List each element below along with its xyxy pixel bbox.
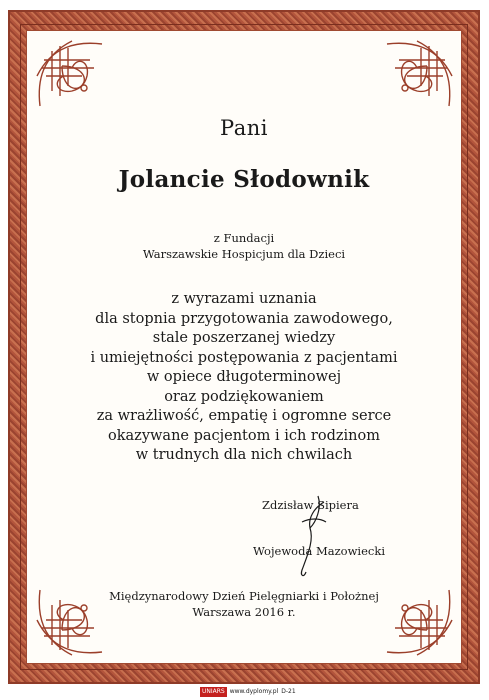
printer-site: www.dyplomy.pl bbox=[229, 688, 279, 695]
occasion-block bbox=[26, 588, 462, 620]
occasion-line: Warszawa 2016 r. bbox=[192, 605, 296, 619]
foundation-line: Warszawskie Hospicjum dla Dzieci bbox=[142, 247, 346, 261]
printer-stamp bbox=[200, 687, 296, 697]
dedication-line: okazywane pacjentom i ich rodzinom bbox=[108, 427, 380, 444]
printer-code: D-21 bbox=[281, 688, 296, 695]
dedication-text bbox=[26, 290, 462, 466]
dedication-line: z wyrazami uznania bbox=[171, 291, 317, 307]
dedication-line: w trudnych dla nich chwilach bbox=[135, 447, 353, 463]
dedication-line: za wrażliwość, empatię i ogromne serce bbox=[96, 408, 392, 424]
signatory-name: Zdzisław Sipiera bbox=[262, 498, 359, 512]
corner-ornament-icon bbox=[32, 36, 112, 116]
foundation-line: z Fundacji bbox=[213, 231, 275, 245]
signatory-title: Wojewoda Mazowiecki bbox=[253, 544, 386, 558]
dedication-line: w opiece długoterminowej bbox=[146, 369, 342, 385]
handwritten-signature bbox=[280, 488, 380, 588]
printer-brand: UNIARS bbox=[202, 688, 225, 695]
foundation-block bbox=[26, 230, 462, 262]
dedication-line: i umiejętności postępowania z pacjentami bbox=[90, 349, 398, 366]
dedication-line: oraz podziękowaniem bbox=[164, 388, 324, 405]
dedication-line: stale poszerzanej wiedzy bbox=[152, 330, 336, 346]
recipient-name: Jolancie Słodownik bbox=[118, 166, 370, 193]
salutation: Pani bbox=[220, 116, 268, 140]
corner-ornament-icon bbox=[377, 36, 457, 116]
occasion-line: Międzynarodowy Dzień Pielęgniarki i Położnej bbox=[109, 589, 379, 603]
dedication-line: dla stopnia przygotowania zawodowego, bbox=[95, 310, 393, 327]
